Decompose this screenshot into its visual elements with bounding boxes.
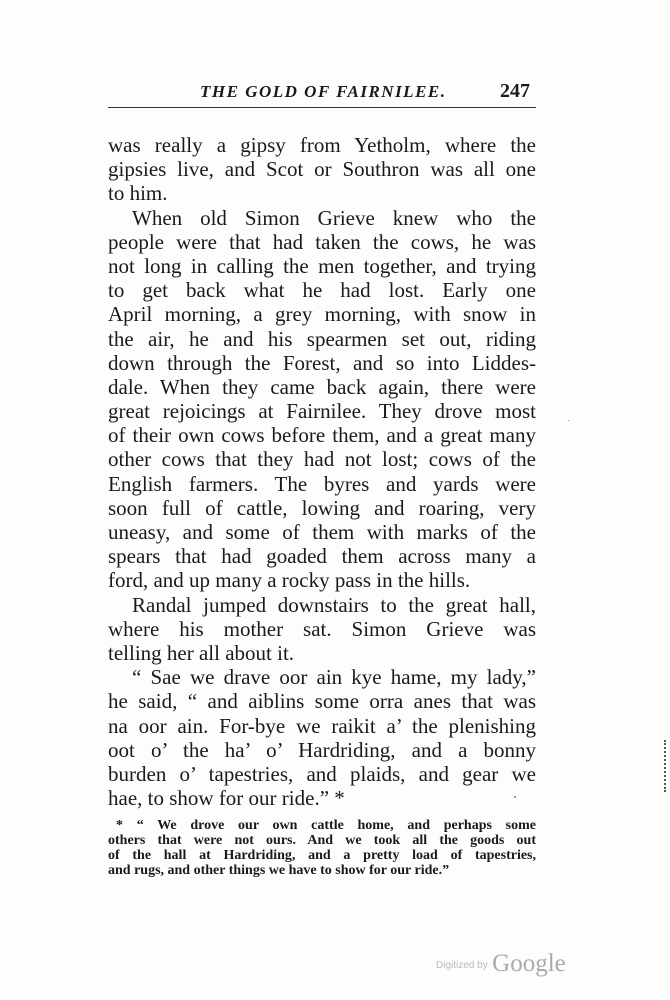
margin-binding-marks xyxy=(664,740,668,792)
text-line: When old Simon Grieve knew who the xyxy=(132,205,536,230)
text-line: spears that had goaded them across many a xyxy=(108,544,536,569)
footnote-line: of the hall at Hardriding, and a pretty load of tapestries, xyxy=(108,848,536,863)
text-line: where his mother sat. Simon Grieve was xyxy=(108,616,536,641)
footnote-line: others that were not ours. And we took all the goods out xyxy=(108,833,536,848)
text-line: burden o’ tapestries, and plaids, and gear we xyxy=(108,761,536,786)
text-line: April morning, a grey morning, with snow in xyxy=(108,302,536,327)
text-line: gipsies live, and Scot or Southron was all one xyxy=(108,157,536,182)
text-line: of their own cows before them, and a great many xyxy=(108,423,536,448)
text-line: he said, “ and aiblins some orra anes that was xyxy=(108,689,536,714)
page-number: 247 xyxy=(500,80,530,102)
running-title: THE GOLD OF FAIRNILEE. xyxy=(200,82,447,101)
text-line: people were that had taken the cows, he was xyxy=(108,229,536,254)
watermark-prefix: Digitized by xyxy=(436,960,488,971)
text-line: hae, to show for our ride.” * xyxy=(108,786,345,811)
text-line: to get back what he had lost. Early one xyxy=(108,278,536,303)
footnote xyxy=(108,818,536,878)
text-line: uneasy, and some of them with marks of the xyxy=(108,520,536,544)
text-line: Randal jumped downstairs to the great hall, xyxy=(132,592,536,617)
text-line: “ Sae we drave oor ain kye hame, my lady,” xyxy=(132,665,536,690)
digitized-by-google-watermark xyxy=(436,950,566,978)
body-text xyxy=(108,133,536,810)
text-line: English farmers. The byres and yards were xyxy=(108,471,536,496)
footnote-line: and rugs, and other things we have to show for our ride.” xyxy=(108,863,450,878)
text-line: oot o’ the ha’ o’ Hardriding, and a bonny xyxy=(108,737,536,762)
text-line: down through the Forest, and so into Liddes- xyxy=(108,350,536,375)
text-line: telling her all about it. xyxy=(108,640,295,665)
footnote-line: * “ We drove our own cattle home, and perhaps some xyxy=(116,818,536,833)
header-rule xyxy=(108,107,536,108)
text-line: great rejoicings at Fairnilee. They drove most xyxy=(108,399,536,424)
text-line: ford, and up many a rocky pass in the hills. xyxy=(108,568,471,593)
text-line: the air, he and his spearmen set out, riding xyxy=(108,326,536,351)
text-line: dale. When they came back again, there were xyxy=(108,374,536,399)
print-speck xyxy=(568,420,569,421)
google-logo: Google xyxy=(492,950,566,977)
text-line: to him. xyxy=(108,181,168,206)
text-line: na oor ain. For-bye we raikit a’ the plenishing xyxy=(108,713,536,738)
running-header xyxy=(108,80,536,108)
print-speck xyxy=(514,796,516,798)
text-line: not long in calling the men together, and trying xyxy=(108,253,536,278)
text-line: soon full of cattle, lowing and roaring, very xyxy=(108,495,536,520)
text-line: was really a gipsy from Yetholm, where the xyxy=(108,133,536,157)
text-line: other cows that they had not lost; cows of the xyxy=(108,447,536,472)
